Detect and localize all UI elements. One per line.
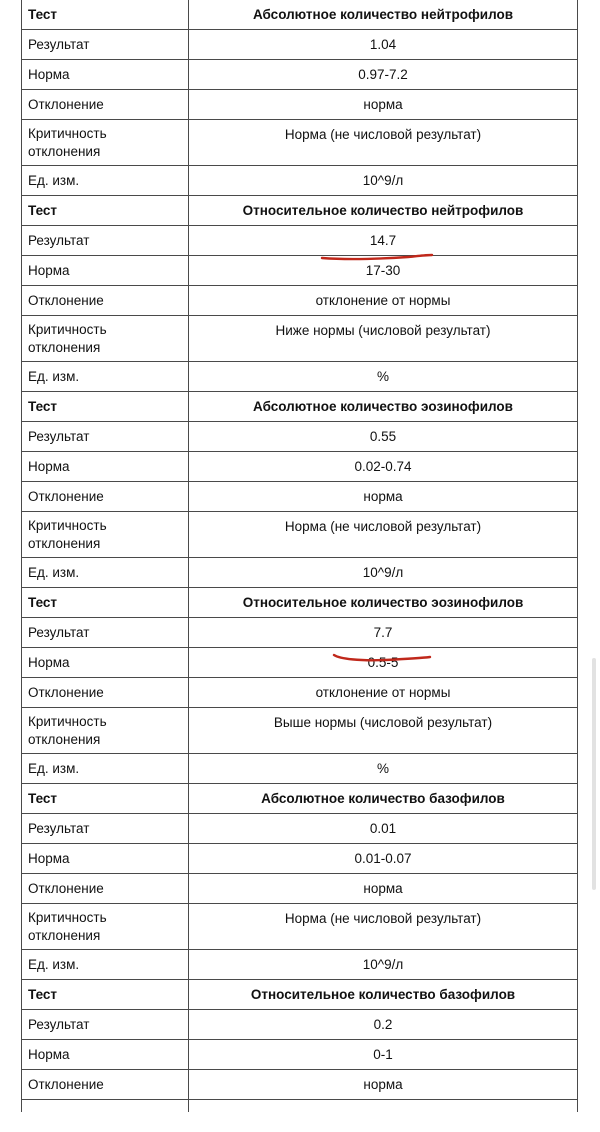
test-header-row: [22, 0, 578, 30]
norm-value: 0-1: [189, 1040, 578, 1070]
deviation-label: Отклонение: [22, 1070, 189, 1100]
test-name: Абсолютное количество эозинофилов: [189, 392, 578, 422]
unit-value: %: [189, 362, 578, 392]
criticality-value: Ниже нормы (числовой результат): [189, 316, 578, 362]
result-label: Результат: [22, 30, 189, 60]
result-row: [22, 618, 578, 648]
deviation-row: [22, 286, 578, 316]
criticality-row: [22, 904, 578, 950]
test-name: Относительное количество эозинофилов: [189, 588, 578, 618]
norm-label: Норма: [22, 452, 189, 482]
unit-label: Ед. изм.: [22, 950, 189, 980]
criticality-label: Критичность отклонения: [22, 316, 189, 362]
deviation-label: Отклонение: [22, 678, 189, 708]
unit-label: Ед. изм.: [22, 754, 189, 784]
unit-row: [22, 754, 578, 784]
test-header-row: [22, 196, 578, 226]
unit-label: Ед. изм.: [22, 362, 189, 392]
criticality-value: Норма (не числовой результат): [189, 512, 578, 558]
deviation-row: [22, 482, 578, 512]
unit-row: [22, 362, 578, 392]
test-label: Тест: [22, 784, 189, 814]
deviation-label: Отклонение: [22, 286, 189, 316]
test-label: Тест: [22, 392, 189, 422]
test-name: Относительное количество нейтрофилов: [189, 196, 578, 226]
scrollbar[interactable]: [592, 658, 596, 890]
unit-label: Ед. изм.: [22, 166, 189, 196]
test-label: Тест: [22, 196, 189, 226]
criticality-row: [22, 512, 578, 558]
result-label: Результат: [22, 1010, 189, 1040]
criticality-label: Критичность отклонения: [22, 512, 189, 558]
norm-row: [22, 1040, 578, 1070]
test-name: Абсолютное количество базофилов: [189, 784, 578, 814]
test-name: Абсолютное количество нейтрофилов: [189, 0, 578, 30]
test-header-row: [22, 392, 578, 422]
criticality-label: Критичность отклонения: [22, 708, 189, 754]
result-label: Результат: [22, 814, 189, 844]
deviation-value: норма: [189, 90, 578, 120]
lab-results-table: [21, 0, 578, 1112]
norm-value: 0.5-5: [189, 648, 578, 678]
unit-value: 10^9/л: [189, 950, 578, 980]
norm-value: 0.02-0.74: [189, 452, 578, 482]
test-header-row: [22, 980, 578, 1010]
partial-row: [22, 1100, 578, 1112]
deviation-row: [22, 1070, 578, 1100]
unit-label: Ед. изм.: [22, 558, 189, 588]
result-label: Результат: [22, 618, 189, 648]
result-row: [22, 1010, 578, 1040]
result-value: 0.2: [189, 1010, 578, 1040]
unit-value: 10^9/л: [189, 166, 578, 196]
deviation-row: [22, 90, 578, 120]
criticality-row: [22, 120, 578, 166]
result-value: 14.7: [189, 226, 578, 256]
norm-label: Норма: [22, 844, 189, 874]
test-label: Тест: [22, 980, 189, 1010]
deviation-value: норма: [189, 1070, 578, 1100]
criticality-value: Норма (не числовой результат): [189, 120, 578, 166]
criticality-label: Критичность отклонения: [22, 904, 189, 950]
deviation-row: [22, 874, 578, 904]
criticality-row: [22, 316, 578, 362]
result-row: [22, 422, 578, 452]
test-name: Относительное количество базофилов: [189, 980, 578, 1010]
result-row: [22, 30, 578, 60]
norm-label: Норма: [22, 1040, 189, 1070]
result-value: 7.7: [189, 618, 578, 648]
norm-label: Норма: [22, 60, 189, 90]
test-header-row: [22, 784, 578, 814]
criticality-label: Критичность отклонения: [22, 120, 189, 166]
norm-row: [22, 648, 578, 678]
deviation-label: Отклонение: [22, 482, 189, 512]
norm-row: [22, 844, 578, 874]
deviation-value: норма: [189, 482, 578, 512]
criticality-row: [22, 708, 578, 754]
result-value: 0.01: [189, 814, 578, 844]
norm-row: [22, 452, 578, 482]
deviation-value: отклонение от нормы: [189, 678, 578, 708]
test-header-row: [22, 588, 578, 618]
result-row: [22, 814, 578, 844]
norm-value: 0.97-7.2: [189, 60, 578, 90]
deviation-label: Отклонение: [22, 874, 189, 904]
norm-label: Норма: [22, 648, 189, 678]
deviation-value: норма: [189, 874, 578, 904]
test-label: Тест: [22, 588, 189, 618]
criticality-value: Выше нормы (числовой результат): [189, 708, 578, 754]
result-row: [22, 226, 578, 256]
result-value: 0.55: [189, 422, 578, 452]
unit-row: [22, 950, 578, 980]
unit-value: %: [189, 754, 578, 784]
unit-row: [22, 558, 578, 588]
result-label: Результат: [22, 226, 189, 256]
unit-row: [22, 166, 578, 196]
norm-label: Норма: [22, 256, 189, 286]
result-value: 1.04: [189, 30, 578, 60]
deviation-row: [22, 678, 578, 708]
partial-cell: [189, 1100, 578, 1112]
test-label: Тест: [22, 0, 189, 30]
criticality-value: Норма (не числовой результат): [189, 904, 578, 950]
norm-value: 17-30: [189, 256, 578, 286]
partial-cell: [22, 1100, 189, 1112]
deviation-value: отклонение от нормы: [189, 286, 578, 316]
result-label: Результат: [22, 422, 189, 452]
norm-row: [22, 60, 578, 90]
norm-value: 0.01-0.07: [189, 844, 578, 874]
norm-row: [22, 256, 578, 286]
unit-value: 10^9/л: [189, 558, 578, 588]
deviation-label: Отклонение: [22, 90, 189, 120]
